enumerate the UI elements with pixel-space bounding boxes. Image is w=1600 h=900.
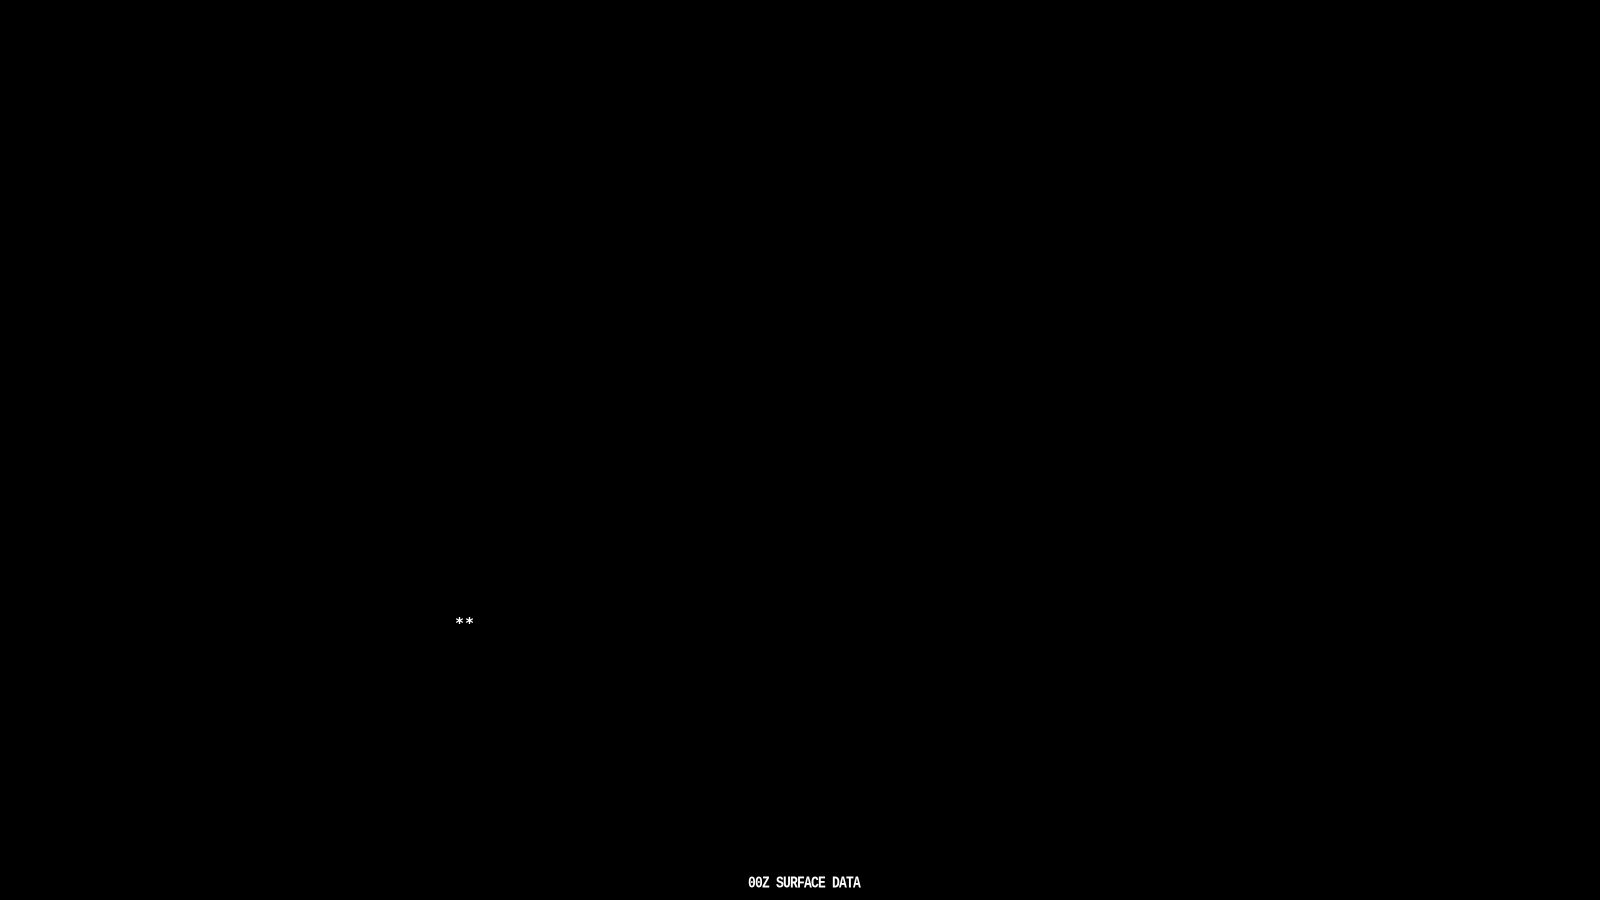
station-data-marker: ** [455,614,476,632]
map-title-label: 00Z SURFACE DATA [748,873,861,893]
